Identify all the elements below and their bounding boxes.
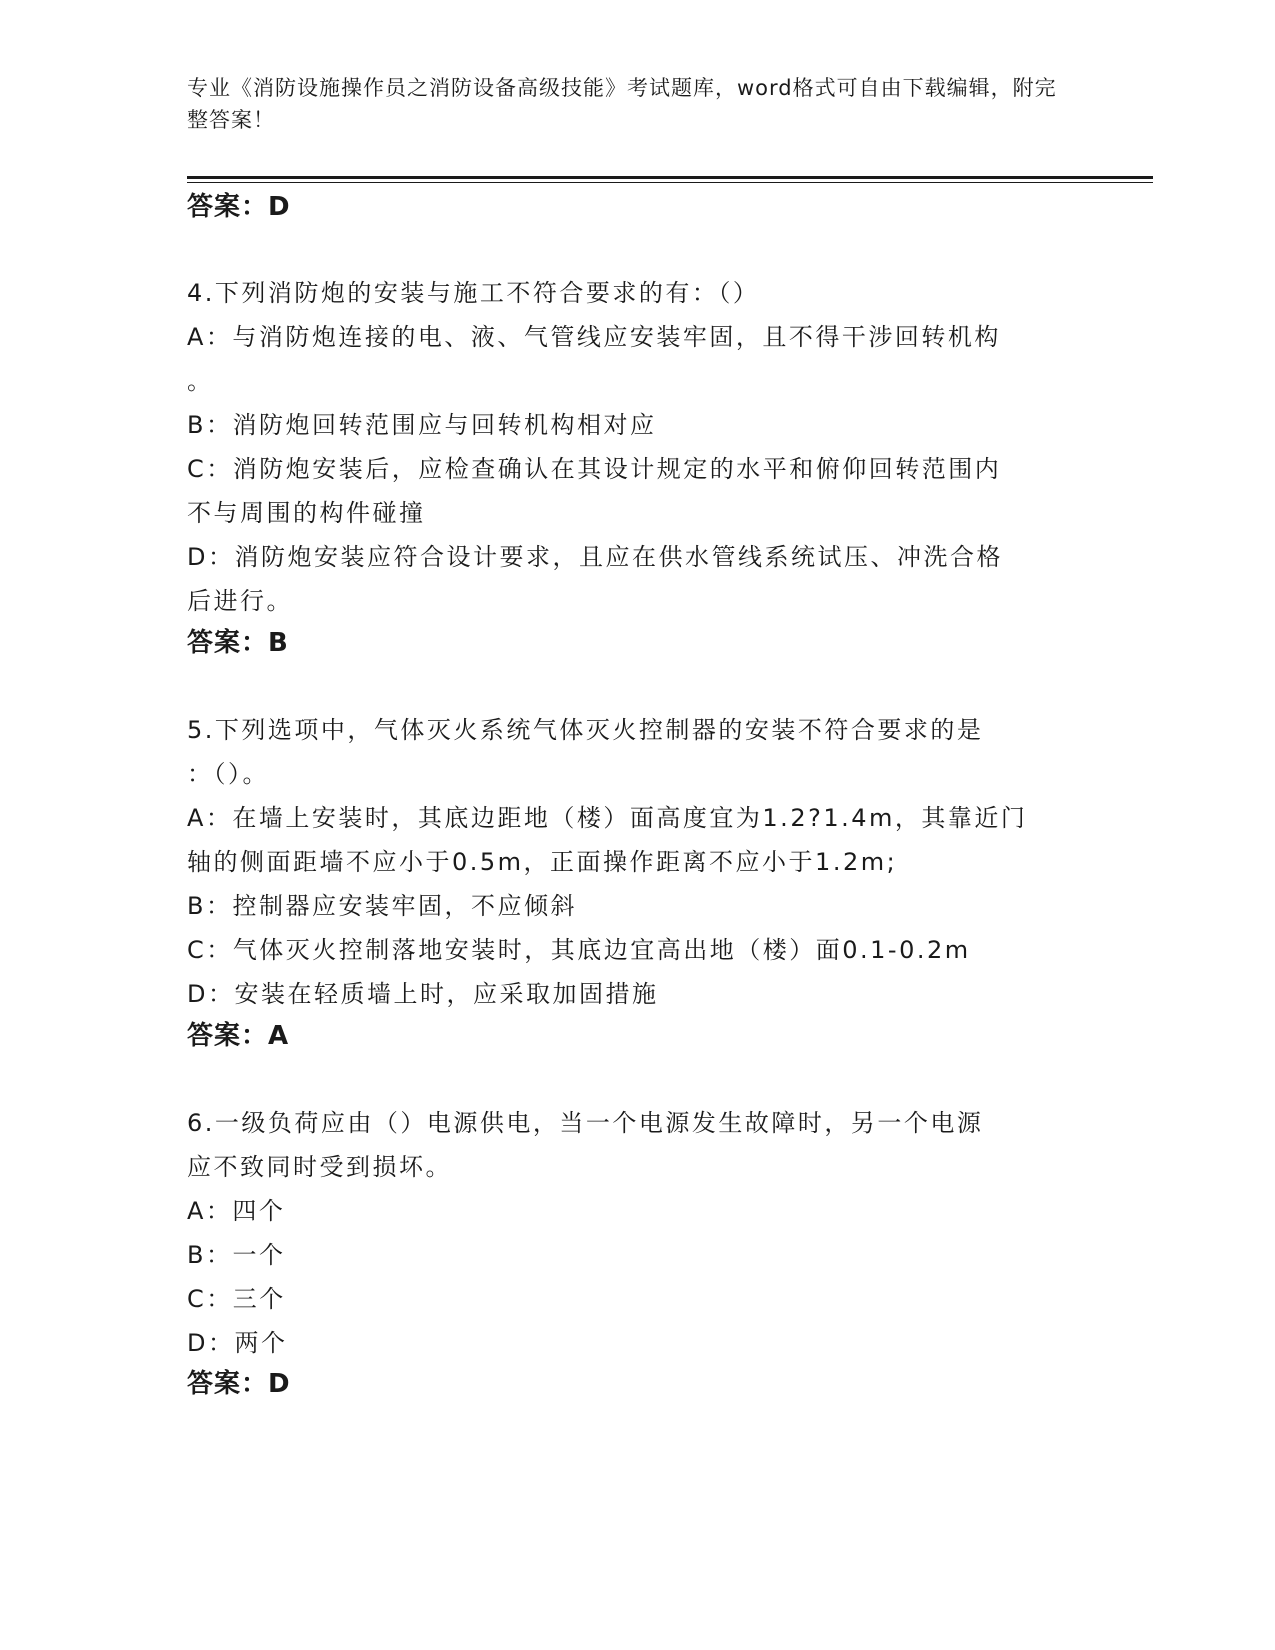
q5-option-b: B：控制器应安装牢固，不应倾斜 [187,892,577,920]
q6-stem-line1: 6.一级负荷应由（）电源供电，当一个电源发生故障时，另一个电源 [187,1109,984,1137]
q4-option-c-line2: 不与周围的构件碰撞 [187,499,426,527]
q4-answer: 答案：B [187,628,289,658]
q4-stem: 4.下列消防炮的安装与施工不符合要求的有：（） [187,279,760,307]
header-rule-thick [187,176,1153,179]
page-header: 专业《消防设施操作员之消防设备高级技能》考试题库，word格式可自由下载编辑，附完整答案！ [187,76,1057,132]
q5-answer: 答案：A [187,1021,290,1051]
previous-question-answer: 答案：D [187,192,291,222]
q4-option-a-line2: 。 [187,367,214,395]
q4-option-b: B：消防炮回转范围应与回转机构相对应 [187,411,657,439]
q4-option-a-line1: A：与消防炮连接的电、液、气管线应安装牢固，且不得干涉回转机构 [187,323,1001,351]
q6-option-b: B：一个 [187,1241,286,1269]
q5-option-c: C：气体灭火控制落地安装时，其底边宜高出地（楼）面0.1-0.2m [187,936,971,964]
q6-answer: 答案：D [187,1369,291,1399]
q4-option-c-line1: C：消防炮安装后，应检查确认在其设计规定的水平和俯仰回转范围内 [187,455,1002,483]
q5-stem-line1: 5.下列选项中，气体灭火系统气体灭火控制器的安装不符合要求的是 [187,716,984,744]
header-rule-thin [187,182,1153,183]
q5-stem-line2: ：（）。 [187,760,269,788]
q5-option-d: D：安装在轻质墙上时，应采取加固措施 [187,980,659,1008]
q6-option-a: A：四个 [187,1197,286,1225]
q6-option-c: C：三个 [187,1285,286,1313]
q4-option-d-line2: 后进行。 [187,587,293,615]
q4-option-d-line1: D：消防炮安装应符合设计要求，且应在供水管线系统试压、冲洗合格 [187,543,1003,571]
q6-option-d: D：两个 [187,1329,288,1357]
q5-option-a-line2: 轴的侧面距墙不应小于0.5m，正面操作距离不应小于1.2m; [187,848,898,876]
q5-option-a-line1: A：在墙上安装时，其底边距地（楼）面高度宜为1.2?1.4m，其靠近门 [187,804,1028,832]
q6-stem-line2: 应不致同时受到损坏。 [187,1153,452,1181]
